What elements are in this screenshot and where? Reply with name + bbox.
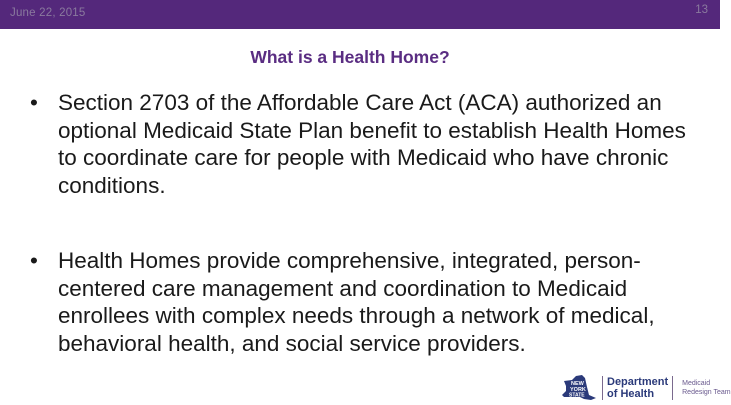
logo-divider [672,376,673,400]
slide-date: June 22, 2015 [10,7,86,19]
slide-title: What is a Health Home? [250,47,450,67]
bullet-text: Section 2703 of the Affordable Care Act (ACA) authorized an optional Medicaid State Plan benefit to establish Health Homes to coordinate care for people with Medicaid who have chronic conditions. [58,90,686,198]
bullet-marker: • [30,248,38,273]
department-name [607,376,668,400]
logo-divider [602,376,603,400]
new-york-state-shape-icon [558,373,598,403]
state-line: NEW [571,381,584,387]
bullet-item [30,247,700,357]
department-line: of Health [607,388,655,400]
nys-department-of-health-logo [558,372,731,404]
team-line: Redesign Team [682,389,731,396]
header-bar [0,0,720,29]
bullet-item [30,89,700,199]
bullet-text: Health Homes provide comprehensive, integrated, person-centered care management and coordination to Medicaid enrollees with complex needs through a network of medical, behavioral health, and social service providers. [58,248,655,356]
state-line: STATE [569,392,585,399]
bullet-list [30,89,700,357]
department-line: Department [607,376,669,388]
team-line: Medicaid [682,380,711,387]
state-line: YORK [570,387,586,393]
page-number: 13 [695,4,708,16]
bullet-marker: • [30,90,38,115]
team-name [682,379,731,397]
